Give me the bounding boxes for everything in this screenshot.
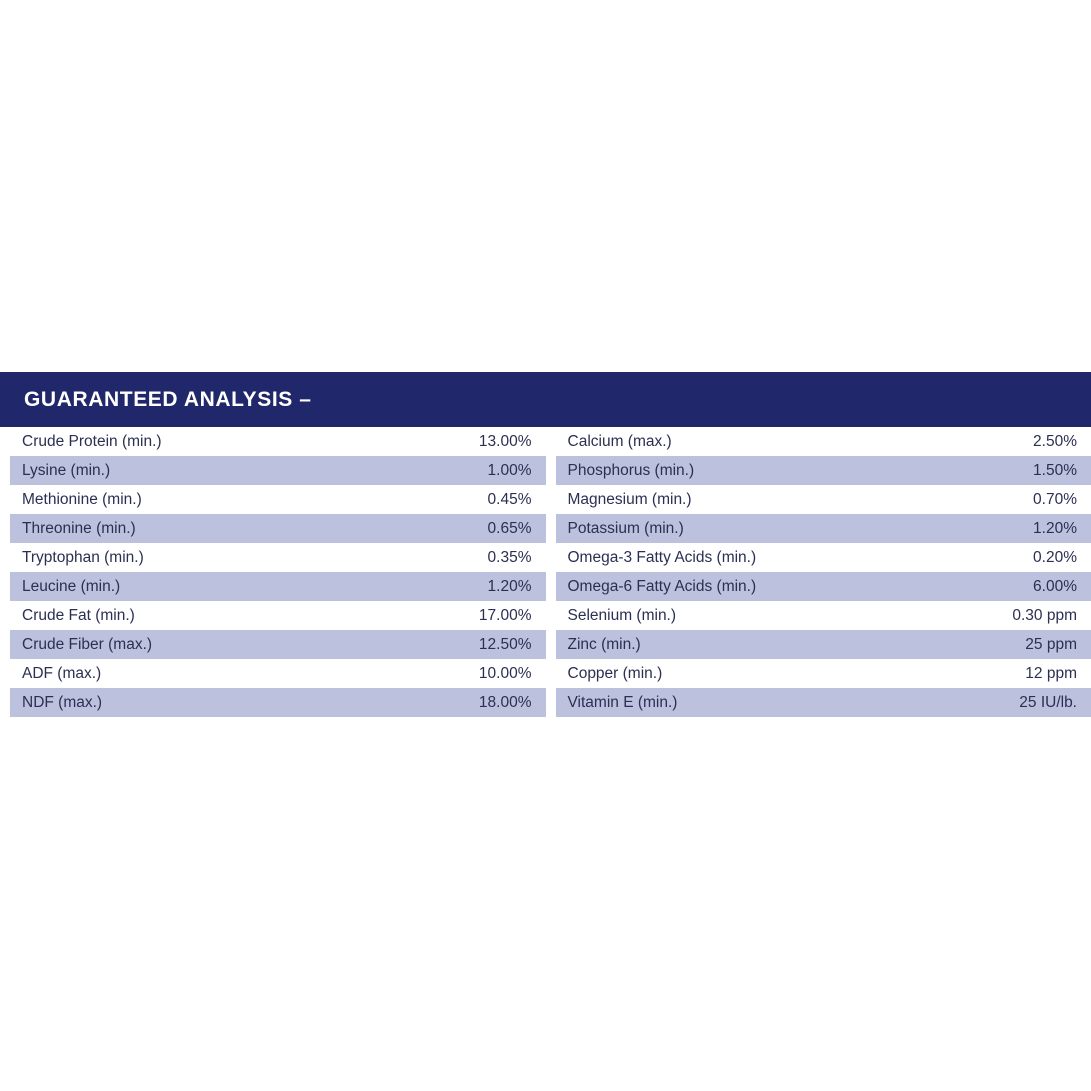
analysis-column-left [0,427,546,717]
nutrient-label: Omega-6 Fatty Acids (min.) [567,577,757,595]
table-row [556,427,1091,456]
nutrient-value: 0.70% [1033,490,1077,508]
nutrient-value: 6.00% [1033,577,1077,595]
table-row [10,427,546,456]
nutrient-label: NDF (max.) [22,693,103,711]
nutrient-label: Crude Protein (min.) [22,432,162,450]
table-row [10,630,546,659]
analysis-table [0,427,1091,717]
nutrient-value: 0.65% [487,519,532,537]
nutrient-value: 1.00% [487,461,532,479]
nutrient-label: Crude Fat (min.) [22,606,135,624]
table-row [556,456,1091,485]
table-row [556,543,1091,572]
table-row [10,485,546,514]
nutrient-label: Copper (min.) [567,664,663,682]
nutrient-value: 25 IU/lb. [1019,693,1077,711]
guaranteed-analysis-panel [0,372,1091,717]
table-row [556,485,1091,514]
nutrient-value: 0.30 ppm [1012,606,1077,624]
nutrient-value: 1.50% [1033,461,1077,479]
analysis-column-right [546,427,1091,717]
table-row [10,572,546,601]
nutrient-label: Omega-3 Fatty Acids (min.) [567,548,757,566]
nutrient-label: Lysine (min.) [22,461,111,479]
nutrient-value: 12 ppm [1025,664,1077,682]
table-row [556,601,1091,630]
table-row [556,572,1091,601]
nutrient-label: Magnesium (min.) [567,490,692,508]
nutrient-label: Selenium (min.) [567,606,677,624]
nutrient-value: 1.20% [1033,519,1077,537]
nutrient-label: Phosphorus (min.) [567,461,695,479]
nutrient-label: Vitamin E (min.) [567,693,678,711]
nutrient-value: 1.20% [487,577,532,595]
nutrient-value: 0.35% [487,548,532,566]
nutrient-value: 0.20% [1033,548,1077,566]
nutrient-value: 18.00% [478,693,532,711]
table-row [10,456,546,485]
nutrient-label: Calcium (max.) [567,432,672,450]
nutrient-label: Zinc (min.) [567,635,641,653]
nutrient-label: Tryptophan (min.) [22,548,144,566]
table-row [10,659,546,688]
page-title: GUARANTEED ANALYSIS – [24,387,312,411]
panel-header [0,372,1091,427]
nutrient-label: Crude Fiber (max.) [22,635,153,653]
table-row [10,514,546,543]
nutrient-value: 13.00% [478,432,532,450]
table-row [556,659,1091,688]
nutrient-value: 0.45% [487,490,532,508]
nutrient-label: Methionine (min.) [22,490,142,508]
nutrient-value: 2.50% [1033,432,1077,450]
nutrient-value: 17.00% [478,606,532,624]
nutrient-value: 10.00% [478,664,532,682]
table-row [10,543,546,572]
nutrient-label: Leucine (min.) [22,577,121,595]
nutrient-label: ADF (max.) [22,664,102,682]
table-row [10,601,546,630]
table-row [556,630,1091,659]
table-row [556,514,1091,543]
nutrient-value: 12.50% [478,635,532,653]
table-row [10,688,546,717]
nutrient-label: Threonine (min.) [22,519,136,537]
nutrient-value: 25 ppm [1025,635,1077,653]
nutrient-label: Potassium (min.) [567,519,684,537]
table-row [556,688,1091,717]
